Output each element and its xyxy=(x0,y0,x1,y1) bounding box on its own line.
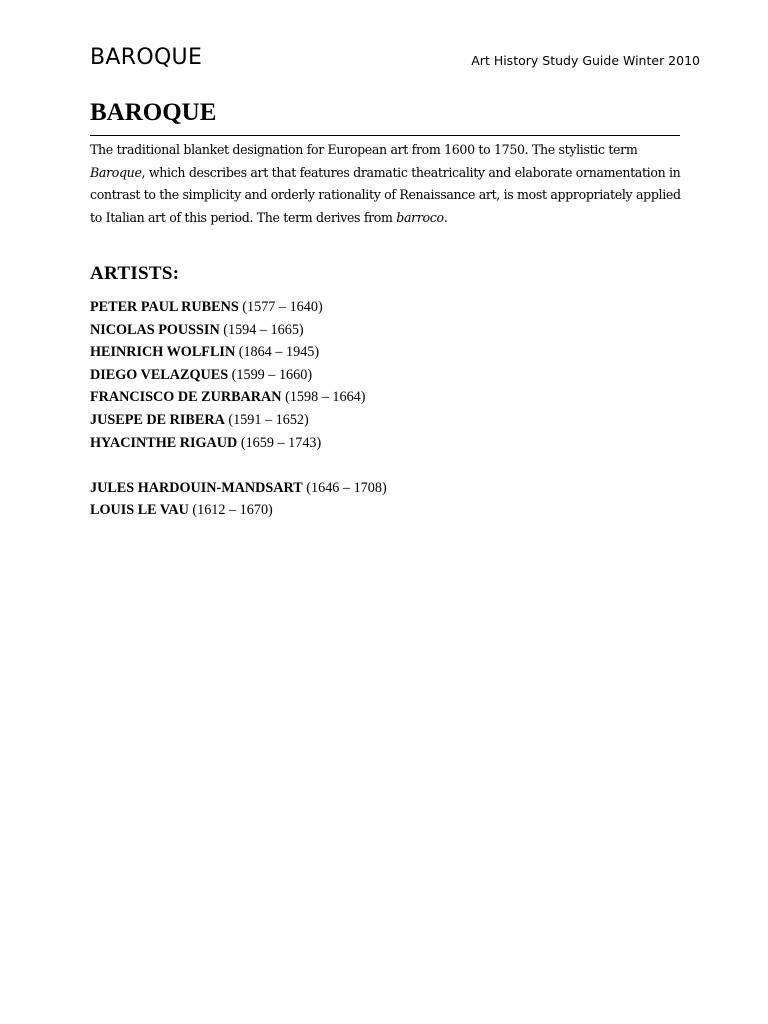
artist-item xyxy=(90,477,387,500)
artist-item xyxy=(90,432,387,455)
artist-name: JUSEPE DE RIBERA xyxy=(90,411,225,428)
artist-name: FRANCISCO DE ZURBARAN xyxy=(90,389,282,406)
intro-text: contrast to the simplicity and orderly rationality of Renaissance art, is most appropriately applied xyxy=(90,187,681,203)
artist-name: HEINRICH WOLFLIN xyxy=(90,344,236,361)
artist-dates: (1591 – 1652) xyxy=(224,411,309,428)
term-baroque: Baroque xyxy=(90,164,142,180)
artist-item xyxy=(90,319,387,342)
running-header-title: BAROQUE xyxy=(90,45,203,70)
artist-dates: (1577 – 1640) xyxy=(238,299,323,315)
page-title: BAROQUE xyxy=(90,99,217,126)
artist-item xyxy=(90,364,387,387)
intro-text: , which describes art that features dramatic theatricality and elaborate ornamentation in xyxy=(141,164,681,180)
artists-heading: ARTISTS: xyxy=(90,263,180,284)
artist-name: NICOLAS POUSSIN xyxy=(90,321,220,338)
artists-list xyxy=(90,296,387,522)
artist-item xyxy=(90,386,387,409)
intro-line xyxy=(90,162,690,185)
artist-name: LOUIS LE VAU xyxy=(90,502,189,519)
artist-name: JULES HARDOUIN-MANDSART xyxy=(90,479,303,496)
artist-name: PETER PAUL RUBENS xyxy=(90,299,239,315)
artist-dates: (1598 – 1664) xyxy=(281,389,366,406)
term-barroco: barroco xyxy=(396,209,444,225)
artist-dates: (1594 – 1665) xyxy=(219,321,304,338)
running-header-course: Art History Study Guide Winter 2010 xyxy=(471,53,700,68)
artist-item xyxy=(90,499,387,522)
intro-line xyxy=(90,207,690,230)
intro-line xyxy=(90,139,690,162)
artist-name: HYACINTHE RIGAUD xyxy=(90,434,238,451)
intro-text: to Italian art of this period. The term derives from xyxy=(90,209,397,225)
intro-paragraph xyxy=(90,139,690,229)
artist-dates: (1599 – 1660) xyxy=(228,366,313,383)
list-spacer xyxy=(90,454,387,477)
artist-dates: (1864 – 1945) xyxy=(235,344,320,361)
title-divider xyxy=(90,135,680,136)
artist-item xyxy=(90,296,387,319)
artist-name: DIEGO VELAZQUES xyxy=(90,366,229,383)
artist-dates: (1659 – 1743) xyxy=(237,434,322,451)
intro-text: . xyxy=(443,209,448,225)
artist-item xyxy=(90,341,387,364)
artist-dates: (1646 – 1708) xyxy=(302,479,387,496)
intro-text: The traditional blanket designation for European art from 1600 to 1750. The stylistic term xyxy=(90,142,638,157)
artist-dates: (1612 – 1670) xyxy=(188,502,273,519)
intro-line xyxy=(90,184,690,207)
artist-item xyxy=(90,409,387,432)
